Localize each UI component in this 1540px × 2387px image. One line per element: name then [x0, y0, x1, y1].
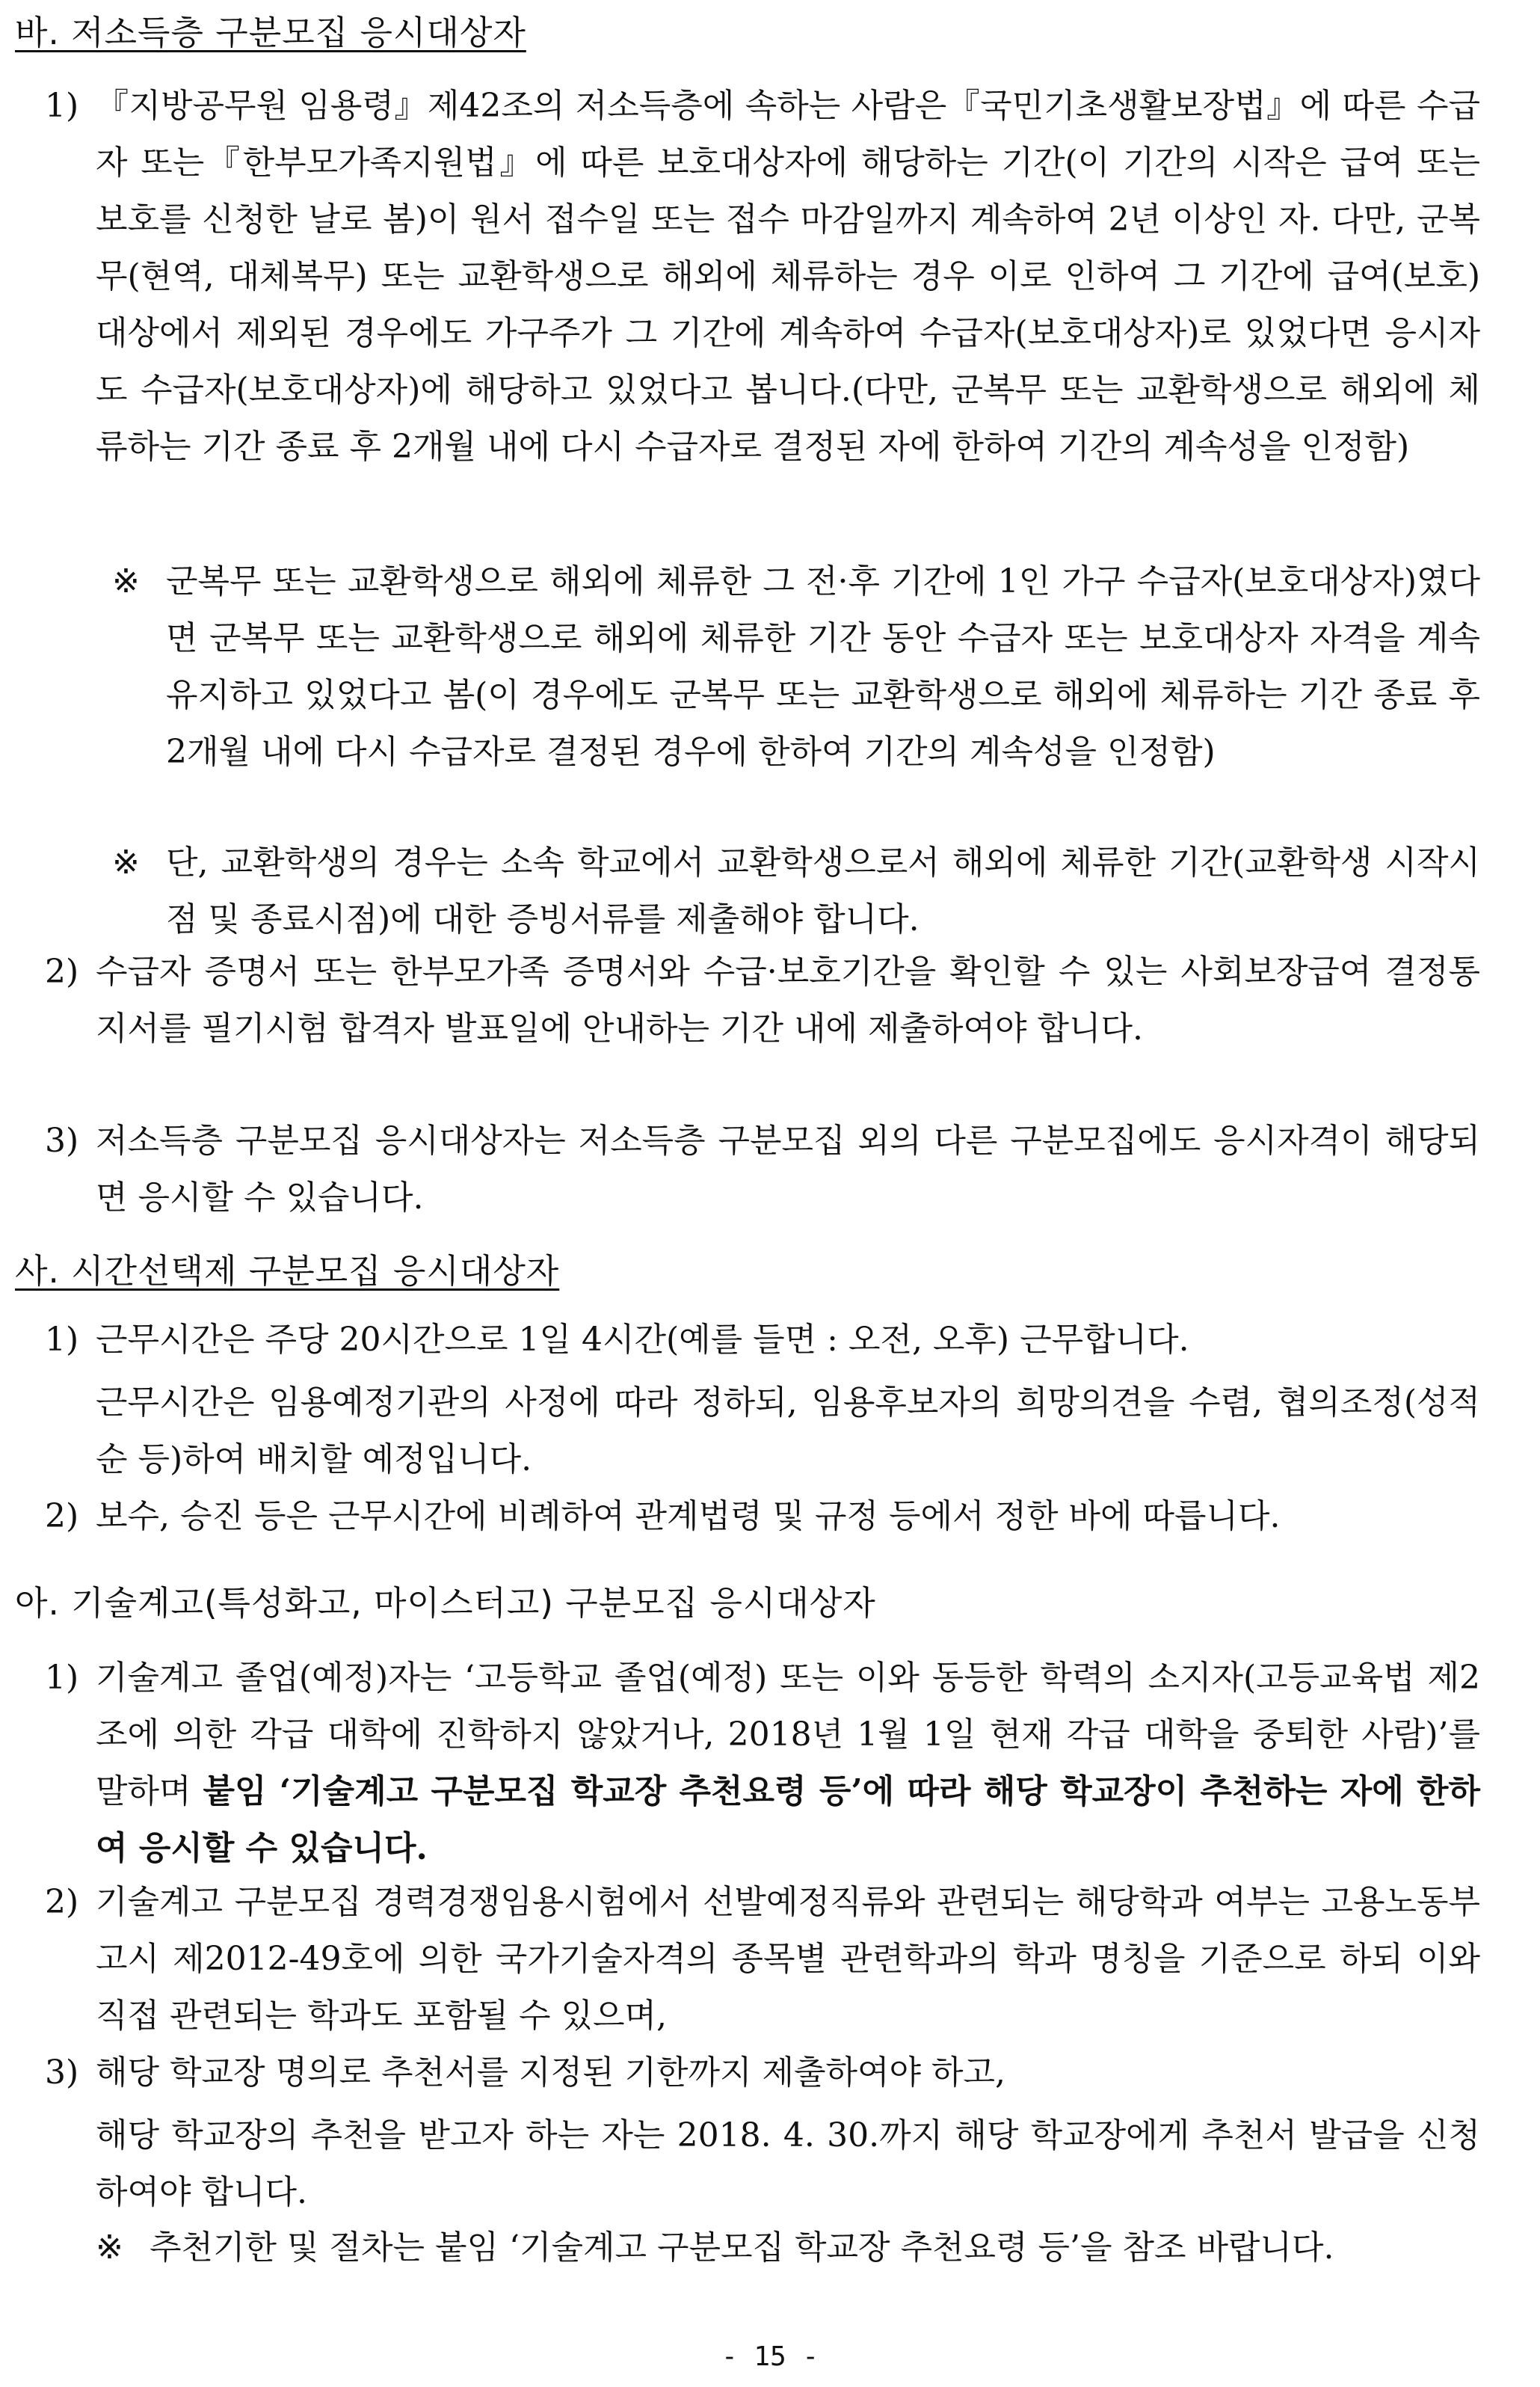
a-item-1-emphasis: 붙임 ‘기술계고 구분모집 학교장 추천요령 등’에 따라 해당 학교장이 추천하는 자에 한하여 응시할 수 있습니다.: [96, 1772, 1481, 1867]
ba-item-1-number: 1): [45, 87, 79, 125]
sa-item-1-number: 1): [45, 1321, 79, 1359]
ba-note-2-text: 단, 교환학생의 경우는 소속 학교에서 교환학생으로서 해외에 체류한 기간(교환학생 시작시점 및 종료시점)에 대한 증빙서류를 제출해야 합니다.: [166, 844, 1480, 938]
section-heading-sa: 사. 시간선택제 구분모집 응시대상자: [15, 1251, 560, 1291]
sa-item-1-continuation: 근무시간은 임용예정기관의 사정에 따라 정하되, 임용후보자의 희망의견을 수렴, 협의조정(성적순 등)하여 배치할 예정입니다.: [96, 1383, 1480, 1478]
ba-item-2-text: 수급자 증명서 또는 한부모가족 증명서와 수급·보호기간을 확인할 수 있는 사회보장급여 결정통지서를 필기시험 합격자 발표일에 안내하는 기간 내에 제출하여야 합니다.: [96, 953, 1480, 1048]
section-heading-ba: 바. 저소득층 구분모집 응시대상자: [15, 13, 526, 52]
a-item-2-text: 기술계고 구분모집 경력경쟁임용시험에서 선발예정직류와 관련되는 해당학과 여부는 고용노동부 고시 제2012-49호에 의한 국가기술자격의 종목별 관련학과의 학과 명칭을 기준으로 하되 이와 직접 관련되는 학과도 포함될 수 있으며,: [96, 1883, 1480, 2035]
sa-item-2-text: 보수, 승진 등은 근무시간에 비례하여 관계법령 및 규정 등에서 정한 바에 따릅니다.: [96, 1497, 1281, 1535]
a-item-1-number: 1): [45, 1659, 79, 1697]
section-heading-a: 아. 기술계고(특성화고, 마이스터고) 구분모집 응시대상자: [15, 1583, 876, 1623]
sa-item-2-number: 2): [45, 1497, 79, 1535]
ba-item-1-text: 『지방공무원 임용령』제42조의 저소득층에 속하는 사람은『국민기초생활보장법』에 따른 수급자 또는『한부모가족지원법』에 따른 보호대상자에 해당하는 기간(이 기간의 시작은 급여 또는 보호를 신청한 날로 봄)이 원서 접수일 또는 접수 마감일까지 계속하여 2년 이상인 자. 다만, 군복무(현역, 대체복무) 또는 교환학생으로 해외에 체류하는 경우 이로 인하여 그 기간에 급여(보호) 대상에서 제외된 경우에도 가구주가 그 기간에 계속하여 수급자(보호대상자)로 있었다면 응시자도 수급자(보호대상자)에 해당하고 있었다고 봅니다.(다만, 군복무 또는 교환학생으로 해외에 체류하는 기간 종료 후 2개월 내에 다시 수급자로 결정된 자에 한하여 기간의 계속성을 인정함): [96, 87, 1480, 466]
note-mark-icon: ※: [112, 844, 140, 882]
ba-item-3-number: 3): [45, 1122, 79, 1160]
a-item-2-number: 2): [45, 1883, 79, 1921]
ba-item-2-number: 2): [45, 953, 79, 991]
page-number: - 15 -: [721, 2341, 819, 2372]
a-item-1-plain: 기술계고 졸업(예정)자는 ‘고등학교 졸업(예정) 또는 이와 동등한 학력의 소지자(고등교육법 제2조에 의한 각급 대학에 진학하지 않았거나, 2018년 1월 1일 현재 각급 대학을 중퇴한 사람)’를 말하며: [96, 1659, 1480, 1810]
a-item-3-continuation: 해당 학교장의 추천을 받고자 하는 자는 2018. 4. 30.까지 해당 학교장에게 추천서 발급을 신청하여야 합니다.: [96, 2116, 1480, 2211]
note-mark-icon: ※: [96, 2228, 123, 2267]
a-item-3-number: 3): [45, 2053, 79, 2092]
a-item-1-text: [96, 1650, 1480, 1877]
a-note-text: 추천기한 및 절차는 붙임 ‘기술계고 구분모집 학교장 추천요령 등’을 참조 바랍니다.: [150, 2228, 1334, 2267]
sa-item-1-text: 근무시간은 주당 20시간으로 1일 4시간(예를 들면 : 오전, 오후) 근무합니다.: [96, 1321, 1189, 1359]
a-item-3-text: 해당 학교장 명의로 추천서를 지정된 기한까지 제출하여야 하고,: [96, 2053, 1005, 2092]
ba-note-1-text: 군복무 또는 교환학생으로 해외에 체류한 그 전·후 기간에 1인 가구 수급자(보호대상자)였다면 군복무 또는 교환학생으로 해외에 체류한 기간 동안 수급자 또는 보호대상자 자격을 계속 유지하고 있었다고 봄(이 경우에도 군복무 또는 교환학생으로 해외에 체류하는 기간 종료 후 2개월 내에 다시 수급자로 결정된 경우에 한하여 기간의 계속성을 인정함): [166, 562, 1480, 771]
ba-item-3-text: 저소득층 구분모집 응시대상자는 저소득층 구분모집 외의 다른 구분모집에도 응시자격이 해당되면 응시할 수 있습니다.: [96, 1122, 1480, 1217]
note-mark-icon: ※: [112, 562, 140, 600]
